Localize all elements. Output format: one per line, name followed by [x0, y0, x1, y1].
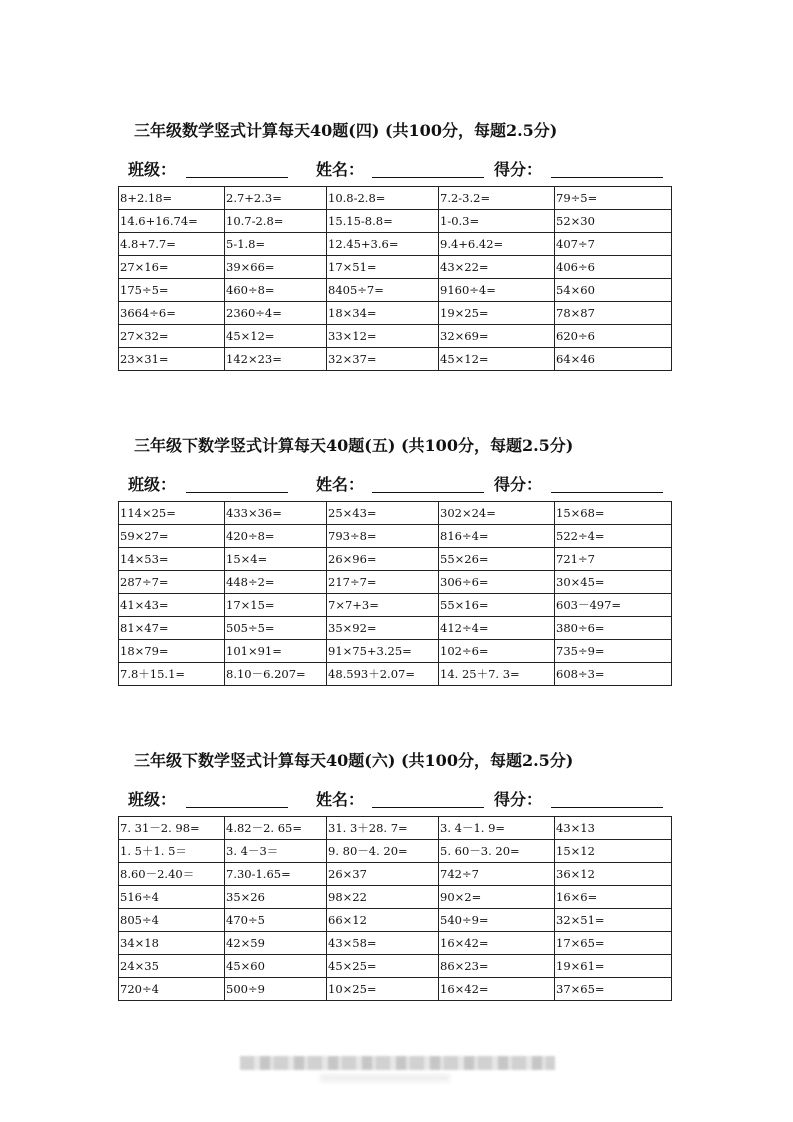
- problem-cell: 14×53=: [119, 548, 225, 571]
- problem-cell: 15×12: [555, 840, 672, 863]
- score-blank-line[interactable]: [551, 177, 663, 178]
- table-row: [119, 279, 672, 302]
- problem-cell: 217÷7=: [327, 571, 439, 594]
- table-row: [119, 640, 672, 663]
- problem-cell: 10.7-2.8=: [225, 210, 327, 233]
- problem-cell: 91×75+3.25=: [327, 640, 439, 663]
- problem-cell: 15×68=: [555, 502, 672, 525]
- table-row: [119, 955, 672, 978]
- problem-cell: 31. 3＋28. 7=: [327, 817, 439, 840]
- problem-cell: 9160÷4=: [439, 279, 555, 302]
- problem-cell: 5-1.8=: [225, 233, 327, 256]
- problem-cell: 66×12: [327, 909, 439, 932]
- name-label: 姓名：: [316, 790, 365, 809]
- problem-cell: 10.8-2.8=: [327, 187, 439, 210]
- problem-cell: 448÷2=: [225, 571, 327, 594]
- problem-cell: 603－497=: [555, 594, 672, 617]
- problem-cell: 406÷6: [555, 256, 672, 279]
- problem-cell: 42×59: [225, 932, 327, 955]
- problem-cell: 37×65=: [555, 978, 672, 1001]
- problem-cell: 8405÷7=: [327, 279, 439, 302]
- table-row: [119, 817, 672, 840]
- problem-cell: 18×79=: [119, 640, 225, 663]
- problem-cell: 8.60－2.40＝: [119, 863, 225, 886]
- problem-cell: 52×30: [555, 210, 672, 233]
- problem-cell: 2360÷4=: [225, 302, 327, 325]
- student-info-row: [0, 155, 793, 179]
- problem-cell: 102÷6=: [439, 640, 555, 663]
- problem-cell: 39×66=: [225, 256, 327, 279]
- problem-cell: 3. 4－1. 9=: [439, 817, 555, 840]
- problem-cell: 805÷4: [119, 909, 225, 932]
- problem-cell: 43×22=: [439, 256, 555, 279]
- problem-cell: 175÷5=: [119, 279, 225, 302]
- class-blank-line[interactable]: [186, 807, 288, 808]
- problem-cell: 24×35: [119, 955, 225, 978]
- problem-cell: 2.7+2.3=: [225, 187, 327, 210]
- class-blank-line[interactable]: [186, 492, 288, 493]
- problem-cell: 26×37: [327, 863, 439, 886]
- problem-cell: 18×34=: [327, 302, 439, 325]
- problem-cell: 7.8＋15.1=: [119, 663, 225, 686]
- name-label: 姓名：: [316, 475, 365, 494]
- problem-cell: 98×22: [327, 886, 439, 909]
- problem-cell: 78×87: [555, 302, 672, 325]
- problem-cell: 7. 31－2. 98=: [119, 817, 225, 840]
- problem-cell: 33×12=: [327, 325, 439, 348]
- problem-cell: 14. 25＋7. 3=: [439, 663, 555, 686]
- problem-cell: 7.30-1.65=: [225, 863, 327, 886]
- problem-cell: 15×4=: [225, 548, 327, 571]
- problem-cell: 27×32=: [119, 325, 225, 348]
- problem-cell: 4.82－2. 65=: [225, 817, 327, 840]
- problem-cell: 5. 60－3. 20=: [439, 840, 555, 863]
- problem-cell: 9. 80－4. 20=: [327, 840, 439, 863]
- problem-cell: 407÷7: [555, 233, 672, 256]
- table-row: [119, 348, 672, 371]
- problem-cell: 17×65=: [555, 932, 672, 955]
- class-blank-line[interactable]: [186, 177, 288, 178]
- problem-cell: 1-0.3=: [439, 210, 555, 233]
- problem-cell: 45×60: [225, 955, 327, 978]
- section-title: 三年级下数学竖式计算每天40题(五) (共100分，每题2.5分): [134, 436, 574, 455]
- problem-cell: 720÷4: [119, 978, 225, 1001]
- class-label: 班级：: [128, 475, 177, 494]
- problem-cell: 620÷6: [555, 325, 672, 348]
- score-label: 得分：: [494, 475, 543, 494]
- name-blank-line[interactable]: [372, 492, 484, 493]
- table-row: [119, 302, 672, 325]
- problem-cell: 27×16=: [119, 256, 225, 279]
- problem-cell: 4.8+7.7=: [119, 233, 225, 256]
- score-label: 得分：: [494, 160, 543, 179]
- problem-cell: 742÷7: [439, 863, 555, 886]
- problem-cell: 420÷8=: [225, 525, 327, 548]
- class-label: 班级：: [128, 790, 177, 809]
- table-row: [119, 525, 672, 548]
- table-row: [119, 663, 672, 686]
- problem-cell: 7×7+3=: [327, 594, 439, 617]
- section-title: 三年级数学竖式计算每天40题(四) (共100分，每题2.5分): [134, 121, 558, 140]
- problem-cell: 26×96=: [327, 548, 439, 571]
- problem-table: [118, 186, 672, 371]
- problem-cell: 470÷5: [225, 909, 327, 932]
- problem-cell: 3. 4－3＝: [225, 840, 327, 863]
- problem-cell: 64×46: [555, 348, 672, 371]
- problem-cell: 114×25=: [119, 502, 225, 525]
- class-label: 班级：: [128, 160, 177, 179]
- table-row: [119, 840, 672, 863]
- problem-cell: 90×2=: [439, 886, 555, 909]
- problem-cell: 79÷5=: [555, 187, 672, 210]
- problem-cell: 412÷4=: [439, 617, 555, 640]
- problem-cell: 17×51=: [327, 256, 439, 279]
- problem-cell: 32×51=: [555, 909, 672, 932]
- problem-cell: 43×58=: [327, 932, 439, 955]
- problem-cell: 9.4+6.42=: [439, 233, 555, 256]
- problem-cell: 816÷4=: [439, 525, 555, 548]
- problem-cell: 17×15=: [225, 594, 327, 617]
- name-blank-line[interactable]: [372, 807, 484, 808]
- table-row: [119, 617, 672, 640]
- problem-cell: 287÷7=: [119, 571, 225, 594]
- problem-cell: 45×25=: [327, 955, 439, 978]
- problem-cell: 35×92=: [327, 617, 439, 640]
- blurred-footer-watermark: [240, 1056, 555, 1070]
- problem-cell: 55×16=: [439, 594, 555, 617]
- problem-cell: 16×42=: [439, 978, 555, 1001]
- problem-cell: 516÷4: [119, 886, 225, 909]
- name-label: 姓名：: [316, 160, 365, 179]
- table-row: [119, 548, 672, 571]
- problem-cell: 19×25=: [439, 302, 555, 325]
- section-title: 三年级下数学竖式计算每天40题(六) (共100分，每题2.5分): [134, 751, 574, 770]
- problem-cell: 3664÷6=: [119, 302, 225, 325]
- problem-cell: 12.45+3.6=: [327, 233, 439, 256]
- problem-cell: 721÷7: [555, 548, 672, 571]
- problem-cell: 35×26: [225, 886, 327, 909]
- table-row: [119, 187, 672, 210]
- problem-cell: 48.593＋2.07=: [327, 663, 439, 686]
- problem-cell: 25×43=: [327, 502, 439, 525]
- problem-cell: 15.15-8.8=: [327, 210, 439, 233]
- problem-cell: 16×42=: [439, 932, 555, 955]
- problem-cell: 8+2.18=: [119, 187, 225, 210]
- table-row: [119, 863, 672, 886]
- problem-cell: 32×37=: [327, 348, 439, 371]
- problem-cell: 500÷9: [225, 978, 327, 1001]
- problem-cell: 86×23=: [439, 955, 555, 978]
- problem-cell: 14.6+16.74=: [119, 210, 225, 233]
- problem-cell: 41×43=: [119, 594, 225, 617]
- score-blank-line[interactable]: [551, 807, 663, 808]
- blurred-footer-watermark-line: [320, 1074, 450, 1082]
- problem-cell: 55×26=: [439, 548, 555, 571]
- problem-cell: 1. 5＋1. 5＝: [119, 840, 225, 863]
- problem-cell: 460÷8=: [225, 279, 327, 302]
- table-row: [119, 932, 672, 955]
- table-row: [119, 256, 672, 279]
- problem-cell: 505÷5=: [225, 617, 327, 640]
- problem-cell: 306÷6=: [439, 571, 555, 594]
- problem-cell: 19×61=: [555, 955, 672, 978]
- problem-cell: 32×69=: [439, 325, 555, 348]
- table-row: [119, 233, 672, 256]
- problem-cell: 142×23=: [225, 348, 327, 371]
- table-row: [119, 210, 672, 233]
- table-row: [119, 571, 672, 594]
- problem-cell: 59×27=: [119, 525, 225, 548]
- table-row: [119, 886, 672, 909]
- problem-table: [118, 501, 672, 686]
- table-row: [119, 909, 672, 932]
- score-label: 得分：: [494, 790, 543, 809]
- problem-cell: 793÷8=: [327, 525, 439, 548]
- problem-cell: 23×31=: [119, 348, 225, 371]
- problem-cell: 101×91=: [225, 640, 327, 663]
- table-row: [119, 325, 672, 348]
- problem-cell: 45×12=: [225, 325, 327, 348]
- problem-cell: 433×36=: [225, 502, 327, 525]
- problem-cell: 16×6=: [555, 886, 672, 909]
- problem-cell: 7.2-3.2=: [439, 187, 555, 210]
- problem-table: [118, 816, 672, 1001]
- problem-cell: 8.10－6.207=: [225, 663, 327, 686]
- score-blank-line[interactable]: [551, 492, 663, 493]
- problem-cell: 54×60: [555, 279, 672, 302]
- problem-cell: 608÷3=: [555, 663, 672, 686]
- table-row: [119, 594, 672, 617]
- student-info-row: [0, 470, 793, 494]
- problem-cell: 522÷4=: [555, 525, 672, 548]
- problem-cell: 45×12=: [439, 348, 555, 371]
- problem-cell: 81×47=: [119, 617, 225, 640]
- problem-cell: 36×12: [555, 863, 672, 886]
- problem-cell: 10×25=: [327, 978, 439, 1001]
- table-row: [119, 978, 672, 1001]
- problem-cell: 302×24=: [439, 502, 555, 525]
- problem-cell: 43×13: [555, 817, 672, 840]
- problem-cell: 540÷9=: [439, 909, 555, 932]
- table-row: [119, 502, 672, 525]
- student-info-row: [0, 785, 793, 809]
- problem-cell: 34×18: [119, 932, 225, 955]
- problem-cell: 380÷6=: [555, 617, 672, 640]
- name-blank-line[interactable]: [372, 177, 484, 178]
- problem-cell: 735÷9=: [555, 640, 672, 663]
- problem-cell: 30×45=: [555, 571, 672, 594]
